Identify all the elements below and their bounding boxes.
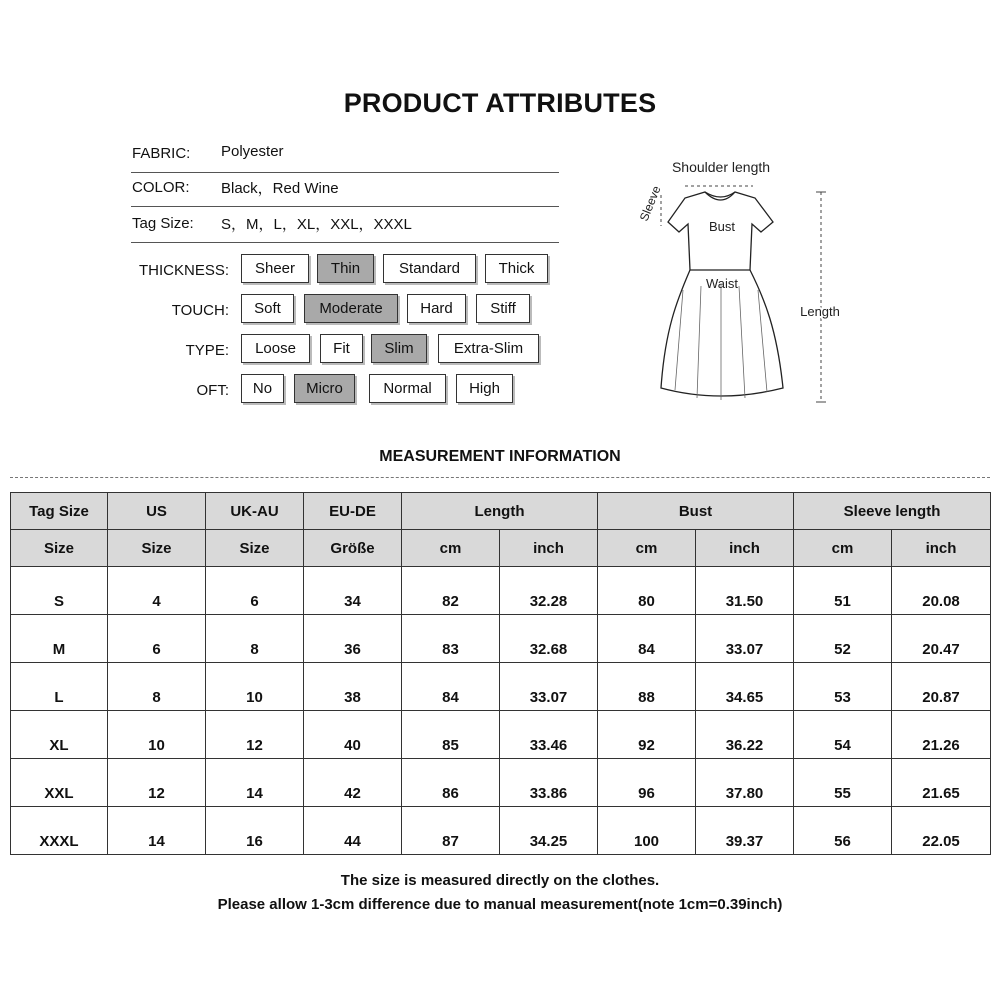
- sleeve-label: Sleeve: [636, 183, 664, 224]
- table-cell: 40: [304, 711, 402, 759]
- note-line-2: Please allow 1-3cm difference due to manual measurement(note 1cm=0.39inch): [217, 896, 783, 913]
- option-chip-standard: Standard: [383, 254, 476, 283]
- bust-label: Bust: [708, 219, 736, 234]
- table-cell: 34.25: [500, 807, 598, 855]
- measurement-title: MEASUREMENT INFORMATION: [379, 448, 621, 465]
- table-cell: 34.65: [696, 663, 794, 711]
- option-chip-thin: Thin: [317, 254, 374, 283]
- table-row: [11, 711, 991, 759]
- header-cell: inch: [500, 530, 598, 567]
- table-cell: 6: [108, 615, 206, 663]
- table-cell: 36.22: [696, 711, 794, 759]
- header-row-1: [11, 493, 991, 530]
- table-cell: 96: [598, 759, 696, 807]
- table-cell: XXL: [11, 759, 108, 807]
- note-line-1: The size is measured directly on the clothes.: [340, 872, 660, 889]
- table-cell: 10: [206, 663, 304, 711]
- attribute-label: Tag Size:: [132, 215, 194, 232]
- dotted-divider: [10, 477, 990, 478]
- header-cell: Length: [402, 493, 598, 530]
- shoulder-label: Shoulder length: [671, 159, 771, 175]
- table-cell: 82: [402, 567, 500, 615]
- table-cell: 92: [598, 711, 696, 759]
- table-cell: 55: [794, 759, 892, 807]
- attribute-color: [131, 170, 559, 207]
- option-chip-hard: Hard: [407, 294, 466, 323]
- table-cell: 21.65: [892, 759, 991, 807]
- table-cell: 16: [206, 807, 304, 855]
- table-cell: 20.47: [892, 615, 991, 663]
- table-cell: 21.26: [892, 711, 991, 759]
- header-cell: inch: [696, 530, 794, 567]
- option-chip-micro: Micro: [294, 374, 355, 403]
- table-cell: 12: [108, 759, 206, 807]
- option-chip-high: High: [456, 374, 513, 403]
- table-cell: 39.37: [696, 807, 794, 855]
- table-cell: 33.07: [500, 663, 598, 711]
- size-table: [10, 492, 991, 855]
- header-cell: cm: [402, 530, 500, 567]
- attribute-fabric: [131, 136, 559, 173]
- table-cell: 20.87: [892, 663, 991, 711]
- table-cell: XXXL: [11, 807, 108, 855]
- table-body: [11, 567, 991, 855]
- table-cell: 54: [794, 711, 892, 759]
- table-cell: 42: [304, 759, 402, 807]
- table-cell: M: [11, 615, 108, 663]
- attribute-label: COLOR:: [132, 179, 190, 196]
- attribute-value: Black，Red Wine: [221, 180, 339, 197]
- header-cell: UK-AU: [206, 493, 304, 530]
- header-cell: Sleeve length: [794, 493, 991, 530]
- waist-label: Waist: [705, 276, 739, 291]
- length-label: Length: [800, 304, 840, 319]
- table-cell: 34: [304, 567, 402, 615]
- attribute-value: Polyester: [221, 143, 284, 160]
- table-cell: 51: [794, 567, 892, 615]
- option-chip-thick: Thick: [485, 254, 548, 283]
- option-chip-stiff: Stiff: [476, 294, 530, 323]
- table-row: [11, 759, 991, 807]
- table-cell: 6: [206, 567, 304, 615]
- header-cell: cm: [794, 530, 892, 567]
- option-chip-extra-slim: Extra-Slim: [438, 334, 539, 363]
- table-cell: 56: [794, 807, 892, 855]
- table-cell: XL: [11, 711, 108, 759]
- option-group-label: OFT:: [196, 382, 229, 399]
- dress-neckline: [705, 192, 735, 200]
- table-cell: 84: [598, 615, 696, 663]
- table-row: [11, 615, 991, 663]
- table-cell: 86: [402, 759, 500, 807]
- table-cell: 88: [598, 663, 696, 711]
- option-chip-soft: Soft: [241, 294, 294, 323]
- table-cell: 33.46: [500, 711, 598, 759]
- table-cell: 44: [304, 807, 402, 855]
- header-cell: EU-DE: [304, 493, 402, 530]
- header-cell: US: [108, 493, 206, 530]
- table-cell: 37.80: [696, 759, 794, 807]
- table-cell: 32.68: [500, 615, 598, 663]
- table-cell: 52: [794, 615, 892, 663]
- dress-hem-folds: [675, 284, 767, 400]
- table-cell: 53: [794, 663, 892, 711]
- table-cell: 84: [402, 663, 500, 711]
- table-cell: 85: [402, 711, 500, 759]
- option-group-label: TOUCH:: [171, 302, 229, 319]
- header-cell: inch: [892, 530, 991, 567]
- header-cell: cm: [598, 530, 696, 567]
- option-group-label: THICKNESS:: [138, 262, 229, 279]
- table-cell: 38: [304, 663, 402, 711]
- table-cell: 83: [402, 615, 500, 663]
- header-row-2: [11, 530, 991, 567]
- table-cell: 8: [206, 615, 304, 663]
- attribute-tag-size: [131, 206, 559, 243]
- table-cell: 4: [108, 567, 206, 615]
- table-cell: 14: [108, 807, 206, 855]
- table-cell: 31.50: [696, 567, 794, 615]
- table-cell: 14: [206, 759, 304, 807]
- header-cell: Size: [206, 530, 304, 567]
- attribute-label: FABRIC:: [132, 145, 191, 162]
- header-cell: Size: [11, 530, 108, 567]
- table-row: [11, 663, 991, 711]
- table-cell: L: [11, 663, 108, 711]
- option-chip-no: No: [241, 374, 284, 403]
- table-row: [11, 807, 991, 855]
- table-cell: 22.05: [892, 807, 991, 855]
- header-cell: Size: [108, 530, 206, 567]
- option-chip-loose: Loose: [241, 334, 310, 363]
- table-cell: 12: [206, 711, 304, 759]
- attribute-value: S，M，L，XL，XXL，XXXL: [221, 216, 412, 233]
- table-cell: 80: [598, 567, 696, 615]
- dress-diagram: [625, 150, 855, 415]
- header-cell: Tag Size: [11, 493, 108, 530]
- table-cell: S: [11, 567, 108, 615]
- table-cell: 32.28: [500, 567, 598, 615]
- option-chip-normal: Normal: [369, 374, 446, 403]
- option-chip-slim: Slim: [371, 334, 427, 363]
- table-cell: 33.86: [500, 759, 598, 807]
- header-cell: Größe: [304, 530, 402, 567]
- table-row: [11, 567, 991, 615]
- table-cell: 100: [598, 807, 696, 855]
- option-group-label: TYPE:: [185, 342, 229, 359]
- table-cell: 87: [402, 807, 500, 855]
- option-chip-sheer: Sheer: [241, 254, 309, 283]
- header-cell: Bust: [598, 493, 794, 530]
- table-cell: 8: [108, 663, 206, 711]
- page-title: PRODUCT ATTRIBUTES: [343, 88, 657, 118]
- option-chip-fit: Fit: [320, 334, 363, 363]
- table-cell: 10: [108, 711, 206, 759]
- table-cell: 36: [304, 615, 402, 663]
- option-chip-moderate: Moderate: [304, 294, 398, 323]
- table-cell: 20.08: [892, 567, 991, 615]
- table-cell: 33.07: [696, 615, 794, 663]
